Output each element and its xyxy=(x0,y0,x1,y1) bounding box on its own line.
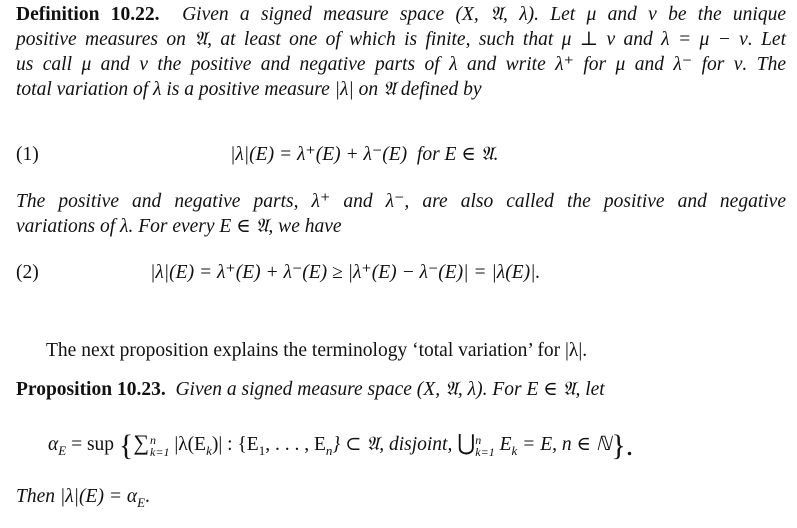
sum-term-end: )| : {E xyxy=(211,434,259,455)
variations-line-2 xyxy=(16,214,786,239)
definition-10-22 xyxy=(16,2,786,102)
set-sub-1: 1 xyxy=(258,442,266,458)
equation-1-condition: for E ∈ 𝔄. xyxy=(416,144,499,165)
union-lower: k=1 xyxy=(475,444,495,459)
equation-1-formula: |λ|(E) = λ⁺(E) + λ⁻(E) xyxy=(230,144,408,165)
sum-symbol: ∑ xyxy=(133,430,150,455)
set-mid: , . . . , E xyxy=(265,434,326,455)
sum-term-sub: k xyxy=(206,442,212,458)
variations-line-1 xyxy=(16,189,786,214)
equation-alpha xyxy=(16,428,786,468)
definition-text-line-4: total variation of λ is a positive measure |λ| on 𝔄 defined by xyxy=(16,79,482,100)
conclusion-prefix: Then xyxy=(16,486,55,507)
union-upper: n xyxy=(475,432,482,447)
equation-2-formula: |λ|(E) = λ⁺(E) + λ⁻(E) ≥ |λ⁺(E) − λ⁻(E)| = |λ(E)|. xyxy=(150,262,541,283)
union-symbol: ⋃ xyxy=(457,430,476,455)
proposition-text: Given a signed measure space (X, 𝔄, λ). For E ∈ 𝔄, let xyxy=(175,379,605,400)
sum-upper: n xyxy=(150,432,157,447)
set-end: } ⊂ 𝔄, disjoint, xyxy=(332,434,453,455)
close-brace: }. xyxy=(611,429,634,462)
definition-text-line-3: us call μ and ν the positive and negative parts of λ and write λ⁺ for μ and λ⁻ for ν. The xyxy=(16,54,786,75)
union-term-sub: k xyxy=(511,442,518,458)
union-limits xyxy=(475,434,494,458)
equation-1 xyxy=(16,142,786,172)
equation-1-number: (1) xyxy=(16,144,39,165)
sum-limits xyxy=(150,434,169,458)
open-brace: { xyxy=(118,429,134,462)
definition-heading: Definition 10.22. xyxy=(16,4,160,25)
variations-text-line-2: variations of λ. For every E ∈ 𝔄, we have xyxy=(16,216,342,237)
definition-text-line-1: Given a signed measure space (X, 𝔄, λ). Let μ and ν be the unique xyxy=(182,4,786,25)
set-sub-n: n xyxy=(325,442,333,458)
definition-line-2 xyxy=(16,27,786,52)
sum-lower: k=1 xyxy=(150,444,170,459)
equation-2-body xyxy=(150,260,540,285)
union-end: = E, n ∈ ℕ xyxy=(522,434,612,455)
terminology-paragraph xyxy=(46,338,786,363)
proposition-10-23 xyxy=(16,377,786,402)
equation-2-number: (2) xyxy=(16,262,39,283)
variations-paragraph xyxy=(16,189,786,239)
conclusion-formula: |λ|(E) = α xyxy=(59,486,138,507)
variations-text-line-1: The positive and negative parts, λ⁺ and λ⁻, are also called the positive and negative xyxy=(16,191,786,212)
alpha-subscript: E xyxy=(58,442,67,458)
proposition-heading: Proposition 10.23. xyxy=(16,379,166,400)
sum-term: |λ(E xyxy=(174,434,207,455)
alpha-symbol: α xyxy=(48,434,59,455)
definition-line-3 xyxy=(16,52,786,77)
sup-operator: = sup xyxy=(71,434,115,455)
conclusion-end: . xyxy=(145,486,150,507)
conclusion-formula-sub: E xyxy=(137,494,146,510)
definition-line-1 xyxy=(16,2,786,27)
definition-line-4 xyxy=(16,77,786,102)
union-term: E xyxy=(499,434,512,455)
definition-text-line-2: positive measures on 𝔄, at least one of which is finite, such that μ ⊥ ν and λ = μ − ν. Let xyxy=(16,29,786,50)
equation-1-body xyxy=(230,142,498,167)
terminology-text: The next proposition explains the terminology ‘total variation’ for |λ|. xyxy=(46,340,588,361)
equation-2 xyxy=(16,260,786,290)
conclusion xyxy=(16,484,786,509)
equation-alpha-body xyxy=(48,429,634,462)
